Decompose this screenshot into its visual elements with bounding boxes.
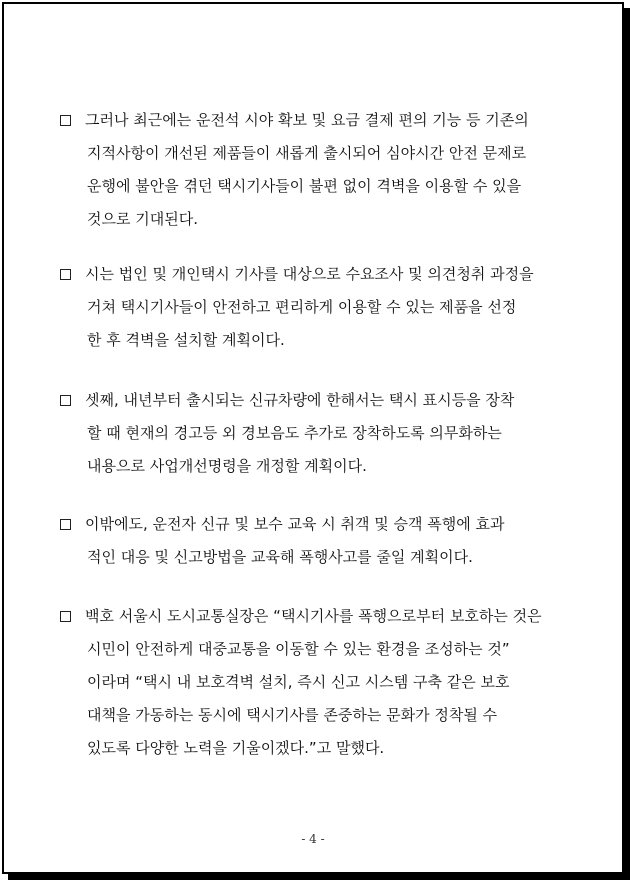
page-number: - 4 - [301, 832, 325, 846]
paragraph-line: 셋째, 내년부터 출시되는 신규차량에 한해서는 택시 표시등을 장착 [85, 391, 515, 409]
paragraph-line: 지적사항이 개선된 제품들이 새롭게 출시되어 심야시간 안전 문제로 [87, 144, 527, 162]
paragraph-line: 그러나 최근에는 운전석 시야 확보 및 요금 결제 편의 기능 등 기존의 [85, 111, 529, 129]
paragraph-line: 한 후 격벽을 설치할 계획이다. [87, 331, 285, 349]
paragraph-line: 할 때 현재의 경고등 외 경보음도 추가로 장착하도록 의무화하는 [87, 424, 502, 442]
paragraph-line: 시는 법인 및 개인택시 기사를 대상으로 수요조사 및 의견청취 과정을 [85, 265, 534, 283]
paragraph-line: 것으로 기대된다. [87, 210, 198, 228]
paragraph-line: 운행에 불안을 겪던 택시기사들이 불편 없이 격벽을 이용할 수 있을 [87, 177, 522, 195]
paragraph-5 [60, 600, 590, 765]
square-bullet-icon [60, 269, 71, 280]
paragraph-line: 적인 대응 및 신고방법을 교육해 폭행사고를 줄일 계획이다. [87, 548, 473, 566]
square-bullet-icon [60, 519, 71, 530]
paragraph-4 [60, 508, 590, 574]
paragraph-1 [60, 104, 590, 236]
paragraph-2 [60, 258, 590, 357]
paragraph-line: 있도록 다양한 노력을 기울이겠다.”고 말했다. [87, 739, 385, 757]
paragraph-line: 내용으로 사업개선명령을 개정할 계획이다. [87, 457, 367, 475]
paragraph-line: 이라며 “택시 내 보호격벽 설치, 즉시 신고 시스템 구축 같은 보호 [87, 673, 510, 691]
paragraph-line: 시민이 안전하게 대중교통을 이동할 수 있는 환경을 조성하는 것” [87, 640, 510, 658]
paragraph-line: 이밖에도, 운전자 신규 및 보수 교육 시 취객 및 승객 폭행에 효과 [85, 515, 505, 533]
square-bullet-icon [60, 395, 71, 406]
square-bullet-icon [60, 115, 71, 126]
paragraph-line: 거쳐 택시기사들이 안전하고 편리하게 이용할 수 있는 제품을 선정 [87, 298, 517, 316]
paragraph-3 [60, 384, 590, 483]
paragraph-line: 대책을 가동하는 동시에 택시기사를 존중하는 문화가 정착될 수 [87, 706, 498, 724]
square-bullet-icon [60, 611, 71, 622]
paragraph-line: 백호 서울시 도시교통실장은 “택시기사를 폭행으로부터 보호하는 것은 [85, 607, 542, 625]
